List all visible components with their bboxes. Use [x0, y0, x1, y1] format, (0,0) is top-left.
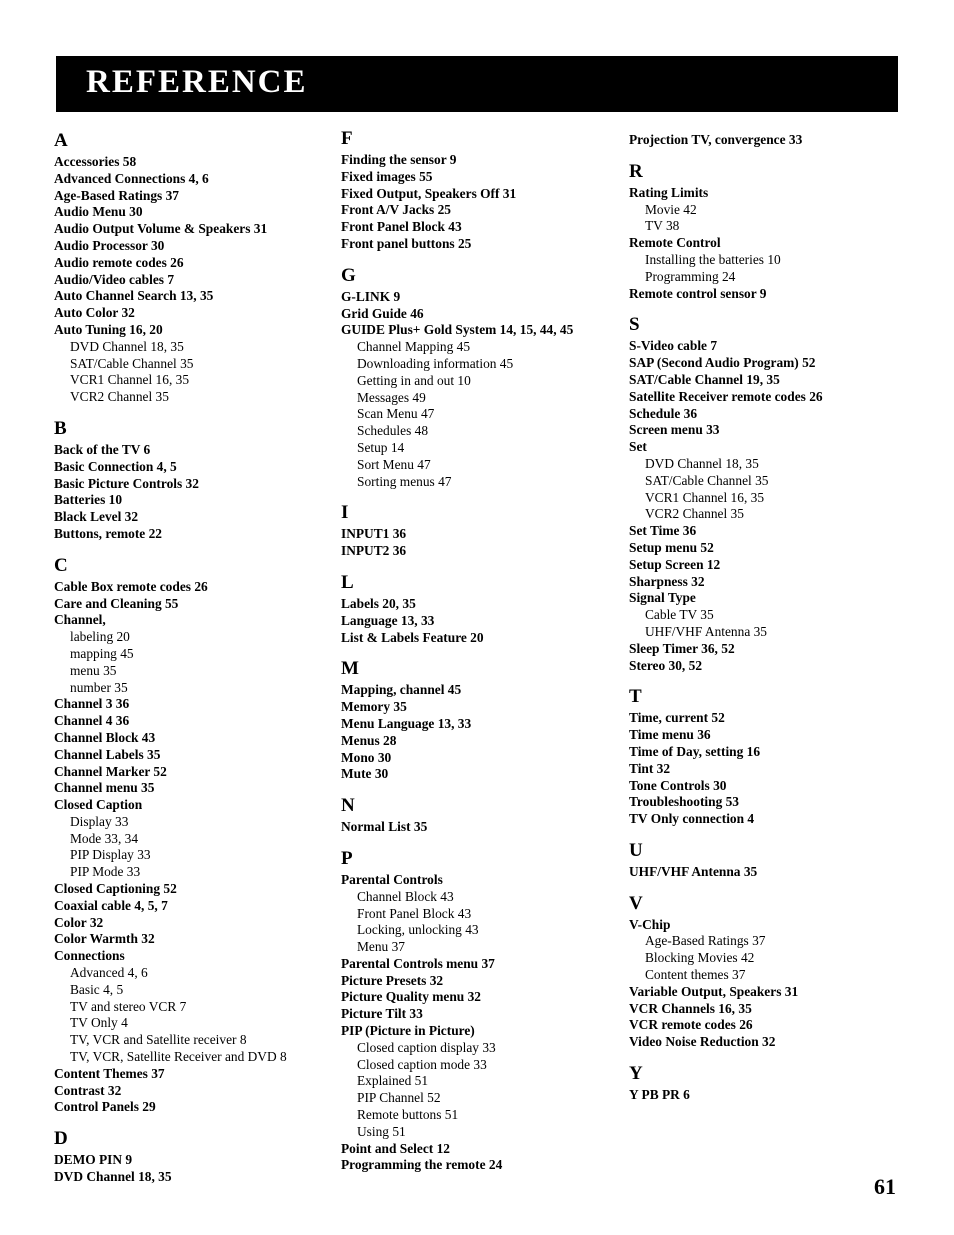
index-column-1	[54, 130, 334, 1198]
index-entry: Video Noise Reduction 32	[629, 1034, 776, 1050]
index-entry: Schedule 36	[629, 405, 698, 421]
index-subentry: VCR1 Channel 16, 35	[70, 372, 190, 388]
index-entry: Channel menu 35	[54, 780, 155, 796]
index-entry: Time menu 36	[629, 727, 711, 743]
section-letter: C	[54, 554, 68, 576]
index-entry: Parental Controls	[341, 871, 443, 887]
index-entry: Audio Menu 30	[54, 204, 143, 220]
index-entry: Front Panel Block 43	[341, 219, 462, 235]
index-section-c	[54, 555, 334, 1117]
index-subentry: DVD Channel 18, 35	[645, 455, 759, 471]
index-entry: Black Level 32	[54, 509, 139, 525]
index-subentry: Schedules 48	[357, 423, 429, 439]
page-title: REFERENCE	[86, 64, 308, 100]
index-entry: Connections	[54, 948, 125, 964]
index-subentry: Setup 14	[357, 439, 405, 455]
index-entry: Point and Select 12	[341, 1140, 450, 1156]
index-entry: Memory 35	[341, 699, 407, 715]
index-entry: Satellite Receiver remote codes 26	[629, 388, 823, 404]
index-entry: Advanced Connections 4, 6	[54, 170, 209, 186]
index-subentry: DVD Channel 18, 35	[70, 338, 184, 354]
index-entry: Rating Limits	[629, 184, 709, 200]
page-number: 61	[874, 1174, 896, 1199]
index-subentry: Remote buttons 51	[357, 1107, 459, 1123]
index-entry: Color 32	[54, 914, 104, 930]
index-section-m	[341, 658, 621, 783]
index-section-p	[341, 848, 621, 1174]
index-subentry: Channel Block 43	[357, 888, 454, 904]
section-letter: A	[54, 130, 68, 151]
index-subentry: TV Only 4	[70, 1015, 128, 1031]
section-letter: L	[341, 571, 354, 593]
index-entry: Grid Guide 46	[341, 305, 424, 321]
index-entry: Control Panels 29	[54, 1099, 156, 1115]
index-subentry: SAT/Cable Channel 35	[645, 472, 769, 488]
index-subentry: VCR2 Channel 35	[645, 506, 744, 522]
index-entry: Front A/V Jacks 25	[341, 202, 451, 218]
index-entry: Signal Type	[629, 590, 696, 606]
index-entry: Time of Day, setting 16	[629, 743, 761, 759]
index-section-b	[54, 418, 334, 543]
index-entry: Set Time 36	[629, 523, 697, 539]
index-entry: Audio/Video cables 7	[54, 271, 175, 287]
index-subentry: labeling 20	[70, 629, 130, 645]
index-subentry: Content themes 37	[645, 967, 746, 983]
index-section-t	[629, 686, 909, 828]
index-entry: Sleep Timer 36, 52	[629, 640, 735, 656]
index-section-s	[629, 314, 909, 674]
section-letter: F	[341, 128, 353, 149]
index-entry: Parental Controls menu 37	[341, 955, 495, 971]
section-letter: R	[629, 160, 643, 182]
index-entry: Buttons, remote 22	[54, 525, 162, 541]
index-entry: Channel Labels 35	[54, 746, 161, 762]
index-entry: Cable Box remote codes 26	[54, 578, 208, 594]
section-letter: G	[341, 264, 356, 286]
section-letter: M	[341, 658, 359, 680]
index-entry: Picture Quality menu 32	[341, 989, 481, 1005]
index-entry: SAT/Cable Channel 19, 35	[629, 371, 780, 387]
index-entry: V-Chip	[629, 916, 671, 932]
index-entry: Mute 30	[341, 766, 389, 782]
index-entry: Closed Caption	[54, 797, 143, 813]
index-subentry: Mode 33, 34	[70, 830, 139, 846]
section-letter: B	[54, 417, 67, 439]
index-subentry: Closed caption mode 33	[357, 1056, 487, 1072]
index-entry: Projection TV, convergence 33	[629, 132, 803, 147]
index-subentry: Messages 49	[357, 389, 426, 405]
index-entry: Care and Cleaning 55	[54, 595, 179, 611]
index-entry: Setup menu 52	[629, 539, 714, 555]
index-entry: Closed Captioning 52	[54, 881, 177, 897]
index-section-v	[629, 893, 909, 1051]
index-subentry: UHF/VHF Antenna 35	[645, 623, 768, 639]
index-subentry: Menu 37	[357, 939, 405, 955]
index-column-3	[629, 132, 909, 1116]
index-entry: GUIDE Plus+ Gold System 14, 15, 44, 45	[341, 322, 574, 338]
index-entry: DEMO PIN 9	[54, 1152, 133, 1168]
section-letter: Y	[629, 1063, 643, 1085]
index-entry: Stereo 30, 52	[629, 657, 703, 673]
section-letter: N	[341, 795, 355, 817]
index-subentry: Blocking Movies 42	[645, 950, 755, 966]
index-subentry: mapping 45	[70, 645, 134, 661]
section-letter: S	[629, 314, 640, 336]
index-entry: VCR Channels 16, 35	[629, 1000, 752, 1016]
index-subentry: Advanced 4, 6	[70, 965, 148, 981]
index-entry: SAP (Second Audio Program) 52	[629, 355, 816, 371]
index-subentry: SAT/Cable Channel 35	[70, 355, 194, 371]
index-section-f	[341, 128, 621, 253]
index-entry: Menu Language 13, 33	[341, 715, 472, 731]
index-subentry: PIP Display 33	[70, 847, 151, 863]
index-entry: VCR remote codes 26	[629, 1017, 753, 1033]
index-section-a	[54, 130, 334, 406]
index-subentry: Scan Menu 47	[357, 406, 435, 422]
index-subentry: menu 35	[70, 662, 117, 678]
index-subentry: PIP Channel 52	[357, 1090, 441, 1106]
index-entry: Programming the remote 24	[341, 1157, 503, 1173]
index-subentry: Sort Menu 47	[357, 456, 431, 472]
index-entry: Auto Channel Search 13, 35	[54, 288, 214, 304]
index-entry: Mono 30	[341, 749, 392, 765]
index-entry: Time, current 52	[629, 710, 725, 726]
index-subentry: PIP Mode 33	[70, 864, 141, 880]
index-entry: Channel 3 36	[54, 696, 130, 712]
index-entry: Remote control sensor 9	[629, 285, 767, 301]
index-subentry: Sorting menus 47	[357, 473, 452, 489]
index-subentry: Basic 4, 5	[70, 981, 124, 997]
index-entry: Color Warmth 32	[54, 931, 155, 947]
section-letter: P	[341, 847, 353, 869]
index-entry: Back of the TV 6	[54, 441, 151, 457]
index-subentry: Downloading information 45	[357, 355, 514, 371]
index-entry: Picture Tilt 33	[341, 1006, 423, 1022]
index-subentry: Front Panel Block 43	[357, 905, 472, 921]
index-subentry: TV 38	[645, 218, 680, 234]
index-subentry: Cable TV 35	[645, 607, 714, 623]
index-column-2	[341, 128, 621, 1186]
index-subentry: Display 33	[70, 813, 129, 829]
index-subentry: TV and stereo VCR 7	[70, 998, 187, 1014]
index-subentry: Age-Based Ratings 37	[645, 933, 766, 949]
index-entry: Setup Screen 12	[629, 556, 721, 572]
index-entry: Fixed Output, Speakers Off 31	[341, 185, 517, 201]
index-entry: Picture Presets 32	[341, 972, 444, 988]
index-entry: Y PB PR 6	[629, 1087, 690, 1103]
index-entry: Basic Connection 4, 5	[54, 458, 177, 474]
index-entry: Front panel buttons 25	[341, 235, 472, 251]
index-entry: Tone Controls 30	[629, 777, 727, 793]
index-entry: Content Themes 37	[54, 1065, 165, 1081]
index-subentry: Installing the batteries 10	[645, 251, 781, 267]
index-subentry: Explained 51	[357, 1073, 429, 1089]
index-subentry: Programming 24	[645, 268, 736, 284]
index-entry: Labels 20, 35	[341, 595, 416, 611]
index-section-i	[341, 502, 621, 560]
index-entry: Set	[629, 439, 647, 455]
index-section-g	[341, 265, 621, 491]
index-entry: Sharpness 32	[629, 573, 705, 589]
index-section-r	[629, 161, 909, 303]
index-entry: TV Only connection 4	[629, 811, 755, 827]
index-entry: Screen menu 33	[629, 422, 720, 438]
index-entry: S-Video cable 7	[629, 338, 718, 354]
index-entry: INPUT2 36	[341, 543, 407, 559]
section-letter: V	[629, 892, 643, 914]
index-entry: Channel Marker 52	[54, 763, 167, 779]
index-entry: Remote Control	[629, 235, 721, 251]
index-entry: Menus 28	[341, 732, 397, 748]
index-entry: Audio Processor 30	[54, 237, 165, 253]
section-letter: D	[54, 1128, 68, 1150]
index-entry: Channel,	[54, 612, 106, 628]
index-entry: Accessories 58	[54, 154, 137, 169]
index-subentry: TV, VCR and Satellite receiver 8	[70, 1032, 247, 1048]
index-entry: DVD Channel 18, 35	[54, 1169, 172, 1185]
index-subentry: Movie 42	[645, 201, 697, 217]
index-entry: Audio remote codes 26	[54, 254, 184, 270]
index-subentry: Locking, unlocking 43	[357, 922, 479, 938]
reference-banner	[56, 56, 898, 112]
index-subentry: Closed caption display 33	[357, 1039, 496, 1055]
section-letter: I	[341, 502, 349, 524]
index-entry: Channel 4 36	[54, 713, 130, 729]
index-entry: Batteries 10	[54, 492, 123, 508]
index-entry: Language 13, 33	[341, 612, 435, 628]
index-subentry: Using 51	[357, 1123, 406, 1139]
index-entry: INPUT1 36	[341, 526, 407, 542]
index-section-y	[629, 1063, 909, 1104]
index-entry: List & Labels Feature 20	[341, 629, 484, 645]
index-entry: Fixed images 55	[341, 168, 433, 184]
index-entry: Age-Based Ratings 37	[54, 187, 179, 203]
index-subentry: Channel Mapping 45	[357, 339, 471, 355]
index-subentry: VCR1 Channel 16, 35	[645, 489, 765, 505]
index-subentry: VCR2 Channel 35	[70, 389, 169, 405]
index-entry: Finding the sensor 9	[341, 152, 457, 167]
section-letter: T	[629, 686, 642, 708]
index-entry: Normal List 35	[341, 819, 428, 835]
index-subentry: TV, VCR, Satellite Receiver and DVD 8	[70, 1049, 287, 1065]
index-entry: Basic Picture Controls 32	[54, 475, 199, 491]
index-entry: Variable Output, Speakers 31	[629, 983, 799, 999]
index-section-l	[341, 572, 621, 646]
index-entry: Mapping, channel 45	[341, 682, 462, 698]
index-section-u	[629, 840, 909, 881]
index-entry: PIP (Picture in Picture)	[341, 1023, 475, 1039]
index-subentry: number 35	[70, 679, 128, 695]
section-letter: U	[629, 839, 643, 861]
index-entry: Audio Output Volume & Speakers 31	[54, 221, 268, 237]
index-entry: Tint 32	[629, 760, 671, 776]
index-section-d	[54, 1128, 334, 1186]
index-entry: Auto Color 32	[54, 305, 135, 321]
index-entry: UHF/VHF Antenna 35	[629, 863, 758, 879]
index-entry: Troubleshooting 53	[629, 794, 740, 810]
index-section-n	[341, 795, 621, 836]
index-subentry: Getting in and out 10	[357, 372, 471, 388]
index-entry: Channel Block 43	[54, 729, 156, 745]
index-entry: Contrast 32	[54, 1082, 122, 1098]
index-entry: Auto Tuning 16, 20	[54, 321, 163, 337]
index-entry: G-LINK 9	[341, 288, 401, 304]
index-entry: Coaxial cable 4, 5, 7	[54, 897, 168, 913]
